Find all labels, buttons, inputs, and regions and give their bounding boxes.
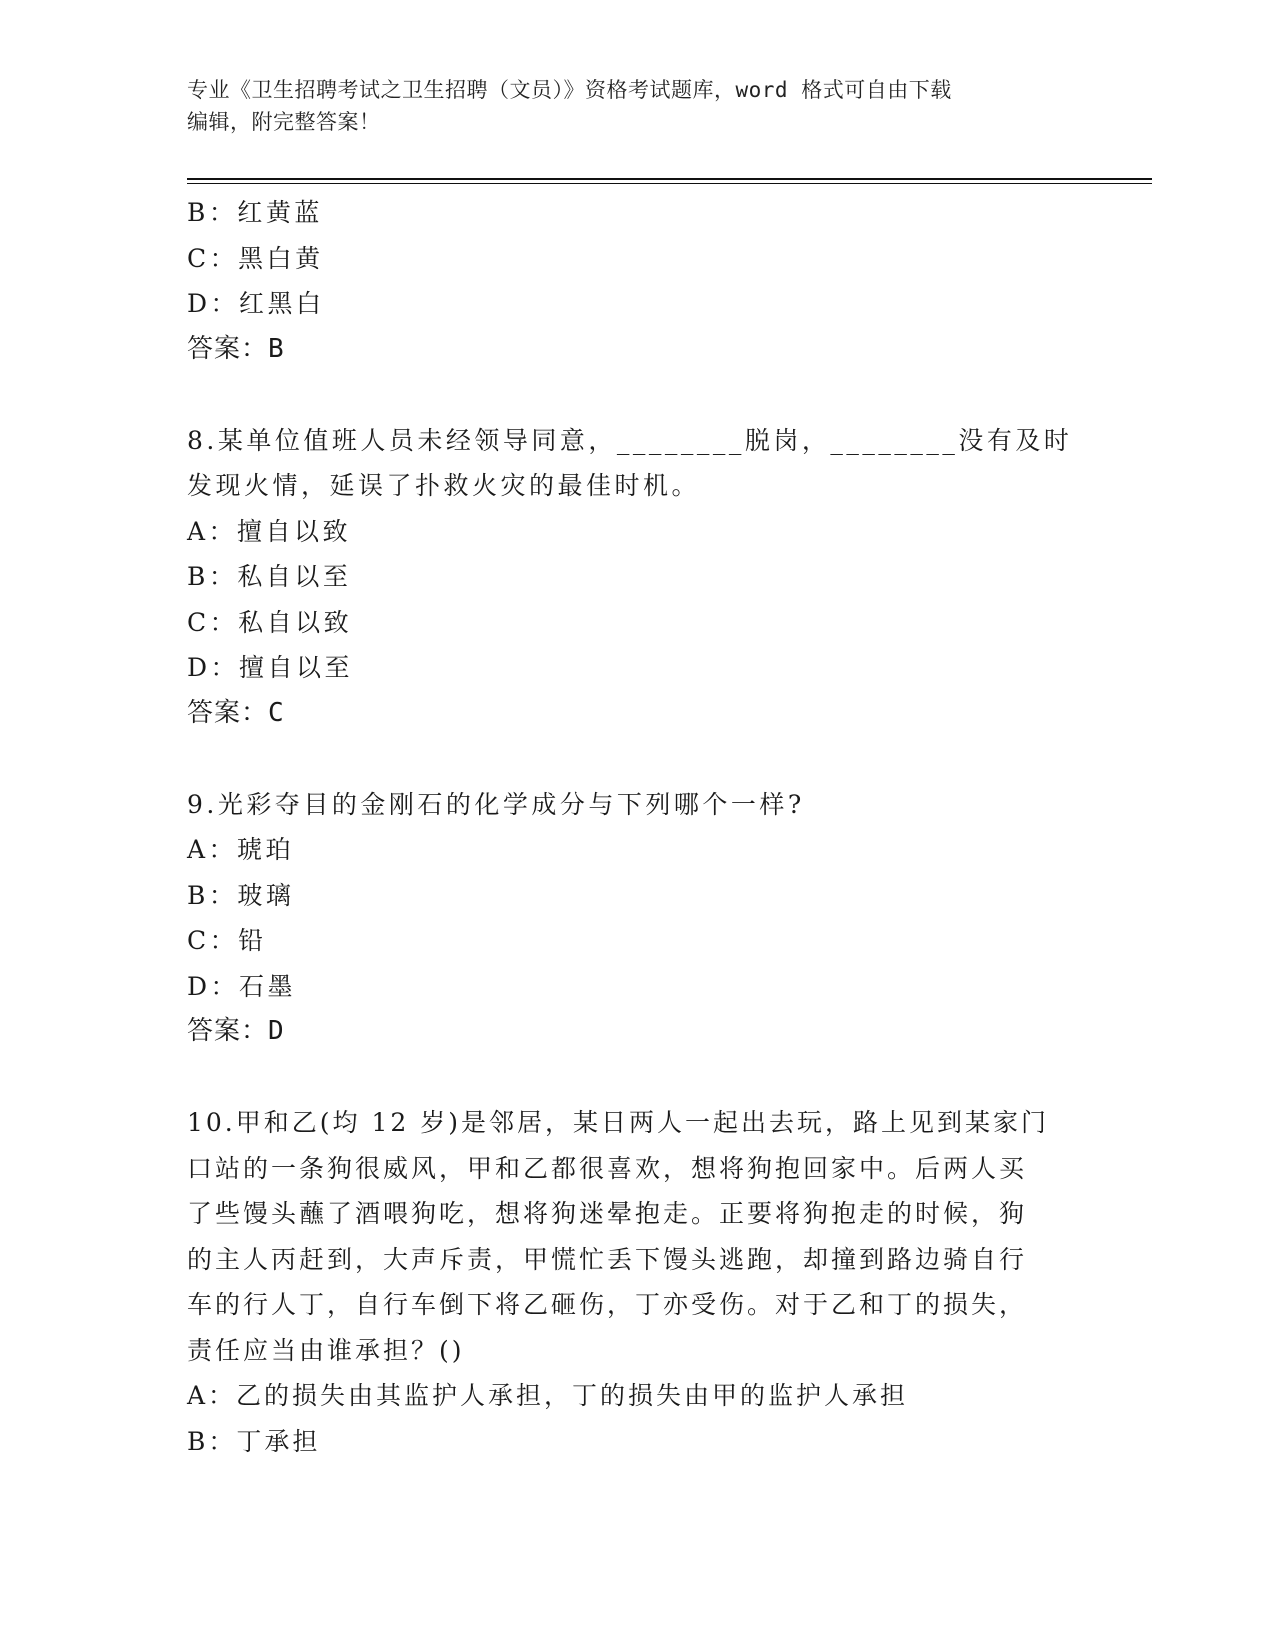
option-b: B：丁承担 bbox=[187, 1426, 321, 1456]
answer-label: 答案： bbox=[187, 333, 269, 364]
spacer bbox=[187, 372, 1067, 418]
option-d: D：红黑白 bbox=[187, 289, 325, 318]
document-header bbox=[187, 74, 1087, 138]
question-stem-line: 9.光彩夺目的金刚石的化学成分与下列哪个一样? bbox=[187, 789, 805, 819]
header-line-1: 专业《卫生招聘考试之卫生招聘（文员）》资格考试题库，word 格式可自由下载 bbox=[187, 78, 952, 102]
question-stem-line: 了些馒头蘸了酒喂狗吃，想将狗迷晕抱走。正要将狗抱走的时候，狗 bbox=[187, 1199, 1028, 1228]
question-stem-line: 车的行人丁，自行车倒下将乙砸伤，丁亦受伤。对于乙和丁的损失， bbox=[187, 1290, 1028, 1319]
answer-line bbox=[187, 1009, 1067, 1055]
spacer bbox=[187, 736, 1067, 782]
header-line-2: 编辑，附完整答案！ bbox=[187, 110, 381, 134]
option-b: B：红黄蓝 bbox=[187, 198, 323, 227]
answer-value: D bbox=[268, 1016, 285, 1046]
option-b: B：私自以至 bbox=[187, 562, 352, 591]
question-9 bbox=[187, 782, 1067, 1055]
answer-line bbox=[187, 691, 1067, 737]
option-c: C：私自以致 bbox=[187, 607, 353, 637]
option-c: C：黑白黄 bbox=[187, 243, 324, 273]
header-divider-thick bbox=[187, 178, 1152, 180]
spacer bbox=[187, 1055, 1067, 1101]
question-8 bbox=[187, 418, 1073, 737]
answer-label: 答案： bbox=[187, 1016, 269, 1046]
question-stem-line: 的主人丙赶到，大声斥责，甲慌忙丢下馒头逃跑，却撞到路边骑自行 bbox=[187, 1244, 1028, 1274]
answer-label: 答案： bbox=[187, 697, 269, 728]
option-d: D：擅自以至 bbox=[187, 653, 354, 682]
option-a: A：擅自以致 bbox=[187, 516, 352, 546]
question-stem-line: 口站的一条狗很威风，甲和乙都很喜欢，想将狗抱回家中。后两人买 bbox=[187, 1153, 1028, 1183]
question-10 bbox=[187, 1100, 1067, 1464]
question-stem-line: 8.某单位值班人员未经领导同意，________脱岗，________没有及时 bbox=[187, 425, 1073, 455]
option-c: C：铅 bbox=[187, 926, 267, 955]
option-b: B：玻璃 bbox=[187, 880, 295, 910]
answer-line bbox=[187, 327, 1067, 373]
question-list bbox=[187, 190, 1073, 1464]
question-stem-line: 责任应当由谁承担？() bbox=[187, 1335, 465, 1365]
option-a: A：乙的损失由其监护人承担，丁的损失由甲的监护人承担 bbox=[187, 1381, 909, 1410]
answer-value: B bbox=[268, 333, 285, 364]
answer-value: C bbox=[268, 697, 285, 728]
option-d: D：石墨 bbox=[187, 971, 297, 1001]
question-stem-line: 发现火情，延误了扑救火灾的最佳时机。 bbox=[187, 471, 701, 500]
question-7-tail bbox=[187, 190, 1067, 372]
header-divider-thin bbox=[187, 183, 1152, 184]
question-stem-line: 10.甲和乙(均 12 岁)是邻居，某日两人一起出去玩，路上见到某家门 bbox=[187, 1108, 1049, 1137]
option-a: A：琥珀 bbox=[187, 835, 295, 864]
